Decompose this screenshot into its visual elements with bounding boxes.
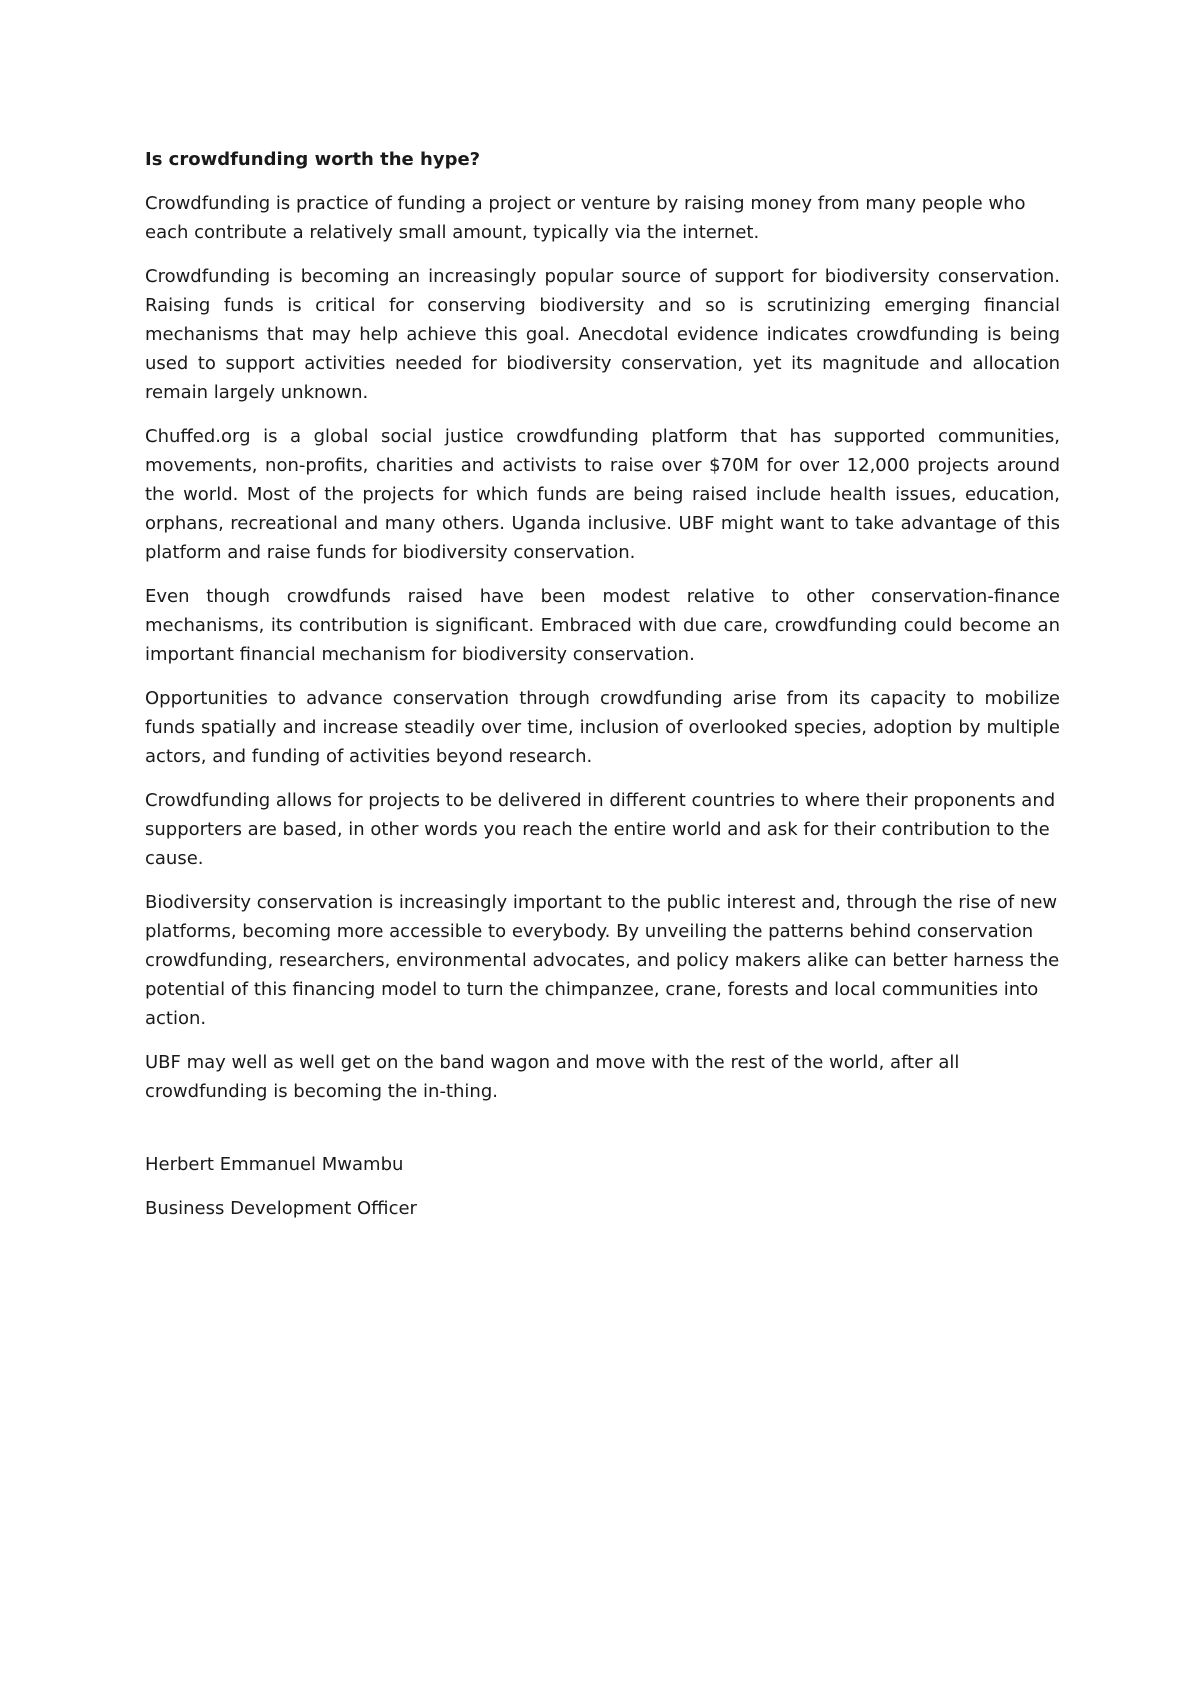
signature-position: Business Development Officer [145,1198,417,1219]
paragraph-contribution: Even though crowdfunds raised have been modest relative to other conservation-finance mechanisms, its contribution is significant. Embraced with due care, crowdfunding could become an important financial mechanism for biodiversity conservation. [145,586,1060,665]
paragraph-popularity: Crowdfunding is becoming an increasingly popular source of support for biodiversity conservation. Raising funds is critical for conserving biodiversity and so is scrutinizing emerging financial mechanisms that may help achieve this goal. Anecdotal evidence indicates crowdfunding is being used to support activities needed for biodiversity conservation, yet its magnitude and allocation remain largely unknown. [145,266,1060,403]
paragraph-conclusion: UBF may well as well get on the band wagon and move with the rest of the world, after all crowdfunding is becoming the in-thing. [145,1052,960,1102]
paragraph-definition: Crowdfunding is practice of funding a project or venture by raising money from many people who each contribute a relatively small amount, typically via the internet. [145,193,1026,243]
document-title: Is crowdfunding worth the hype? [145,149,481,170]
paragraph-chuffed: Chuffed.org is a global social justice crowdfunding platform that has supported communities, movements, non-profits, charities and activists to raise over $70M for over 12,000 projects around the world. Most of the projects for which funds are being raised include health issues, education, orphans, recreational and many others. Uganda inclusive. UBF might want to take advantage of this platform and raise funds for biodiversity conservation. [145,426,1060,563]
document-page [145,145,1060,1238]
paragraph-global-reach: Crowdfunding allows for projects to be delivered in different countries to where their proponents and supporters are based, in other words you reach the entire world and ask for their contribution to the cause. [145,790,1056,869]
signature-name: Herbert Emmanuel Mwambu [145,1154,404,1175]
spacer [145,1121,1060,1150]
paragraph-opportunities: Opportunities to advance conservation through crowdfunding arise from its capacity to mobilize funds spatially and increase steadily over time, inclusion of overlooked species, adoption by multiple actors, and funding of activities beyond research. [145,688,1060,767]
paragraph-public-interest: Biodiversity conservation is increasingly important to the public interest and, through the rise of new platforms, becoming more accessible to everybody. By unveiling the patterns behind conservation crowdfunding, researchers, environmental advocates, and policy makers alike can better harness the potential of this financing model to turn the chimpanzee, crane, forests and local communities into action. [145,892,1060,1029]
